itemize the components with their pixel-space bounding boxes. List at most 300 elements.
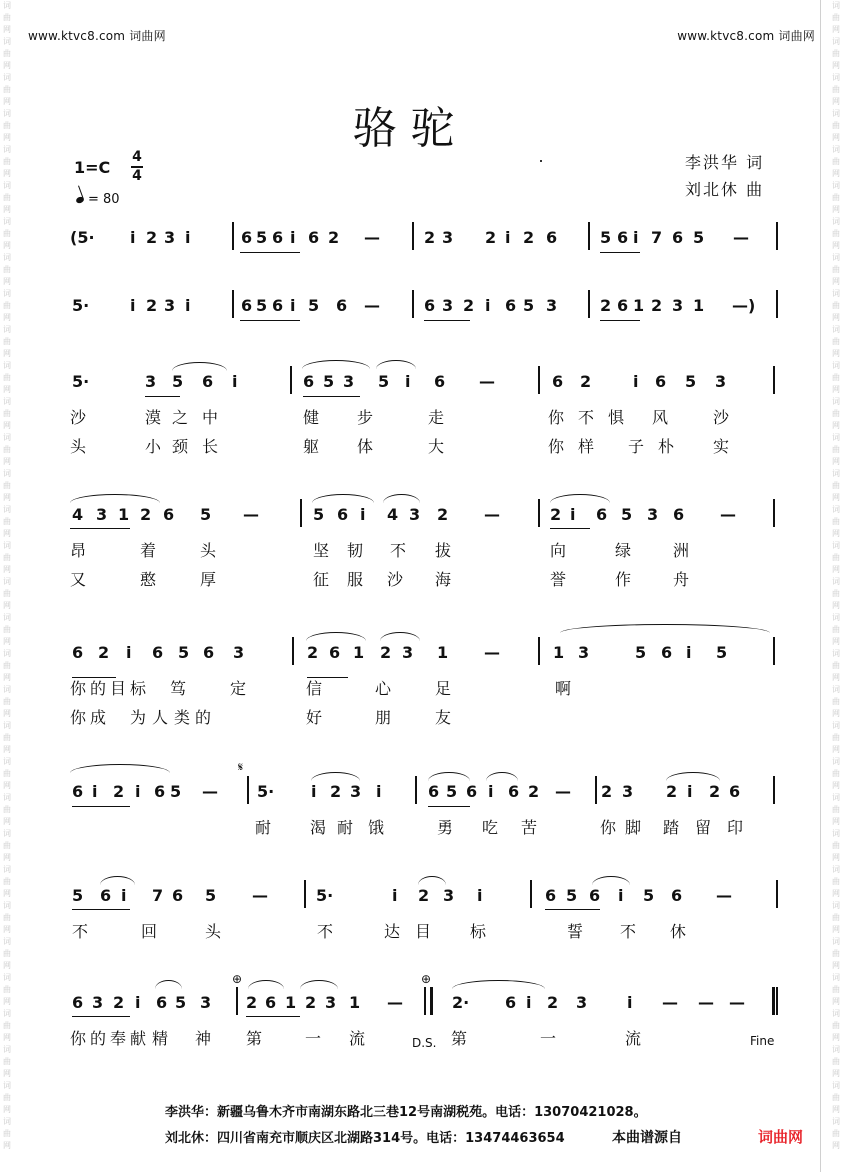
watermark-char: 曲 <box>832 877 840 886</box>
watermark-char: 词 <box>832 1045 840 1054</box>
jianpu-note: 3 <box>715 372 727 391</box>
lyric-char: 友 <box>435 708 452 727</box>
watermark-char: 词 <box>3 145 11 154</box>
watermark-char: 词 <box>3 253 11 262</box>
time-signature-bottom: 4 <box>132 168 142 184</box>
watermark-char: 曲 <box>832 733 840 742</box>
jianpu-note: 3 <box>409 505 421 524</box>
lyric-char: 拔 <box>435 541 452 560</box>
watermark-char: 词 <box>3 685 11 694</box>
watermark-char: 曲 <box>832 697 840 706</box>
jianpu-note: — <box>484 505 500 524</box>
lyric-char: 子 <box>628 437 645 456</box>
jianpu-note: 7 <box>152 886 164 905</box>
jianpu-note: i <box>633 372 639 391</box>
watermark-char: 曲 <box>3 1129 11 1138</box>
watermark-char: 曲 <box>832 1129 840 1138</box>
lyric-char: 你 <box>70 708 87 727</box>
watermark-char: 词 <box>3 361 11 370</box>
lyric-char: 的 <box>90 1029 107 1048</box>
jianpu-note: 1 <box>633 296 645 315</box>
jianpu-note: 5 <box>200 505 212 524</box>
jianpu-note: 1 <box>285 993 297 1012</box>
watermark-char: 曲 <box>832 193 840 202</box>
lyric-char: 中 <box>202 408 219 427</box>
watermark-char: 曲 <box>832 85 840 94</box>
jianpu-note: i <box>477 886 483 905</box>
lyric-char: 誉 <box>550 570 567 589</box>
jianpu-note: 2 <box>666 782 678 801</box>
lyric-char: 流 <box>349 1029 366 1048</box>
watermark-char: 曲 <box>3 733 11 742</box>
jianpu-note: 3 <box>546 296 558 315</box>
lyric-char: 长 <box>202 437 219 456</box>
watermark-char: 词 <box>832 937 840 946</box>
lyric-char: 定 <box>230 679 247 698</box>
jianpu-note: i <box>130 296 136 315</box>
jianpu-note: 6 <box>241 228 253 247</box>
barline <box>292 637 294 665</box>
jianpu-note: 6 <box>72 643 84 662</box>
watermark-char: 曲 <box>3 373 11 382</box>
jianpu-note: 3 <box>578 643 590 662</box>
slur-arc <box>592 876 630 885</box>
beam-underline <box>550 528 590 529</box>
jianpu-note: 6 <box>241 296 253 315</box>
lyric-char: 奉 <box>110 1029 127 1048</box>
jianpu-note: 3 <box>145 372 157 391</box>
watermark-char: 曲 <box>832 841 840 850</box>
watermark-char: 网 <box>3 205 11 214</box>
lyric-char: 誓 <box>567 922 584 941</box>
lyric-char: 躯 <box>303 437 320 456</box>
jianpu-note: 3 <box>576 993 588 1012</box>
watermark-char: 曲 <box>832 409 840 418</box>
watermark-char: 曲 <box>3 589 11 598</box>
watermark-char: 曲 <box>3 697 11 706</box>
watermark-char: 网 <box>832 421 840 430</box>
watermark-char: 网 <box>832 385 840 394</box>
jianpu-note: 5 <box>643 886 655 905</box>
jianpu-note: i <box>505 228 511 247</box>
lyric-char: 惧 <box>608 408 625 427</box>
slur-arc <box>300 980 338 989</box>
lyric-char: 好 <box>306 708 323 727</box>
slur-arc <box>452 980 545 989</box>
jianpu-note: 6 <box>661 643 673 662</box>
watermark-char: 曲 <box>3 661 11 670</box>
watermark-char: 网 <box>3 457 11 466</box>
lyric-char: 第 <box>246 1029 263 1048</box>
watermark-char: 网 <box>832 313 840 322</box>
jianpu-note: — <box>243 505 259 524</box>
watermark-char: 网 <box>832 133 840 142</box>
jianpu-note: 6 <box>337 505 349 524</box>
slur-arc <box>550 494 610 503</box>
lyric-char: 耐 <box>255 818 272 837</box>
watermark-char: 词 <box>3 937 11 946</box>
coda-sign-1: ⊕ <box>232 972 243 986</box>
watermark-char: 词 <box>832 1 840 10</box>
watermark-char: 曲 <box>3 265 11 274</box>
watermark-char: 词 <box>832 685 840 694</box>
jianpu-note: — <box>364 228 380 247</box>
watermark-char: 词 <box>3 793 11 802</box>
jianpu-note: 1 <box>437 643 449 662</box>
lyric-char: 目 <box>110 679 127 698</box>
watermark-char: 网 <box>3 241 11 250</box>
watermark-char: 网 <box>832 925 840 934</box>
jianpu-note: 3 <box>442 296 454 315</box>
segno-sign: 𝄋 <box>238 760 244 774</box>
jianpu-note: 5· <box>257 782 275 801</box>
watermark-char: 曲 <box>3 157 11 166</box>
watermark-char: 网 <box>3 925 11 934</box>
jianpu-note: i <box>311 782 317 801</box>
footer-source-label: 本曲谱源自 <box>612 1130 682 1146</box>
watermark-char: 网 <box>3 1033 11 1042</box>
lyric-char: 不 <box>72 922 89 941</box>
jianpu-note: 5 <box>635 643 647 662</box>
watermark-char: 曲 <box>3 85 11 94</box>
lyric-char: 颈 <box>172 437 189 456</box>
watermark-char: 网 <box>832 1033 840 1042</box>
jianpu-note: 2 <box>651 296 663 315</box>
header-site-left[interactable]: www.ktvc8.com 词曲网 <box>28 29 166 43</box>
watermark-char: 词 <box>3 649 11 658</box>
watermark-char: 词 <box>832 1081 840 1090</box>
jianpu-note: 6 <box>671 886 683 905</box>
watermark-char: 词 <box>832 145 840 154</box>
jianpu-note: 6 <box>729 782 741 801</box>
lyric-char: 休 <box>670 922 687 941</box>
jianpu-note: i <box>130 228 136 247</box>
lyric-char: 第 <box>451 1029 468 1048</box>
watermark-char: 网 <box>832 745 840 754</box>
jianpu-note: 2 <box>330 782 342 801</box>
watermark-char: 网 <box>832 457 840 466</box>
beam-underline <box>424 320 470 321</box>
fine-marking: Fine <box>750 1034 775 1048</box>
slur-arc <box>306 632 366 641</box>
lyric-char: 之 <box>172 408 189 427</box>
barline <box>538 499 540 527</box>
watermark-char: 曲 <box>3 877 11 886</box>
watermark-char: 词 <box>832 505 840 514</box>
lyric-char: 风 <box>652 408 669 427</box>
jianpu-note: 6 <box>596 505 608 524</box>
jianpu-note: i <box>126 643 132 662</box>
watermark-char: 网 <box>832 565 840 574</box>
watermark-char: 网 <box>3 25 11 34</box>
slur-arc <box>311 772 360 781</box>
slur-arc <box>155 980 182 989</box>
jianpu-note: 6 <box>100 886 112 905</box>
jianpu-note: 4 <box>387 505 399 524</box>
watermark-char: 网 <box>3 1105 11 1114</box>
beam-underline <box>246 1016 300 1017</box>
watermark-char: 曲 <box>3 49 11 58</box>
lyric-char: 踏 <box>663 818 680 837</box>
watermark-char: 词 <box>3 109 11 118</box>
barline <box>776 987 778 1015</box>
jianpu-note: 1 <box>118 505 130 524</box>
jianpu-note: 2 <box>601 782 613 801</box>
lyric-char: 走 <box>428 408 445 427</box>
jianpu-note: — <box>555 782 571 801</box>
jianpu-note: 6 <box>152 643 164 662</box>
watermark-char: 词 <box>832 757 840 766</box>
watermark-char: 曲 <box>3 445 11 454</box>
jianpu-note: — <box>720 505 736 524</box>
jianpu-note: 2 <box>550 505 562 524</box>
jianpu-note: 2 <box>380 643 392 662</box>
lyric-char: 不 <box>317 922 334 941</box>
watermark-char: 词 <box>3 217 11 226</box>
lyric-char: 人 <box>152 708 169 727</box>
jianpu-note: 2 <box>547 993 559 1012</box>
lyric-char: 大 <box>428 437 445 456</box>
jianpu-note: 7 <box>651 228 663 247</box>
beam-underline <box>72 1016 130 1017</box>
jianpu-note: — <box>202 782 218 801</box>
watermark-char: 曲 <box>3 805 11 814</box>
left-watermark-strip <box>0 0 14 1172</box>
beam-underline <box>428 806 470 807</box>
jianpu-note: 3 <box>647 505 659 524</box>
watermark-char: 网 <box>832 781 840 790</box>
watermark-char: 网 <box>3 709 11 718</box>
lyric-char: 健 <box>303 408 320 427</box>
watermark-char: 词 <box>832 1117 840 1126</box>
lyric-char: 样 <box>578 437 595 456</box>
watermark-char: 曲 <box>832 265 840 274</box>
jianpu-note: 3 <box>442 228 454 247</box>
watermark-char: 词 <box>3 1045 11 1054</box>
jianpu-note: 6 <box>428 782 440 801</box>
lyric-char: 神 <box>195 1029 212 1048</box>
watermark-char: 网 <box>3 565 11 574</box>
lyric-char: 献 <box>130 1029 147 1048</box>
jianpu-note: 6 <box>546 228 558 247</box>
repeat-barline <box>424 987 426 1015</box>
watermark-char: 曲 <box>3 1057 11 1066</box>
lyric-char: 渴 <box>310 818 327 837</box>
watermark-char: 网 <box>3 745 11 754</box>
slur-arc <box>560 624 770 633</box>
watermark-char: 词 <box>832 37 840 46</box>
jianpu-note: 6 <box>156 993 168 1012</box>
watermark-char: 词 <box>832 1009 840 1018</box>
watermark-char: 网 <box>832 241 840 250</box>
jianpu-note: — <box>479 372 495 391</box>
lyric-char: 舟 <box>673 570 690 589</box>
jianpu-note: 2· <box>452 993 470 1012</box>
slur-arc <box>100 876 135 885</box>
barline <box>232 222 234 250</box>
jianpu-note: i <box>405 372 411 391</box>
barline <box>530 880 532 908</box>
barline <box>773 499 775 527</box>
jianpu-note: 2 <box>246 993 258 1012</box>
watermark-char: 曲 <box>832 625 840 634</box>
watermark-char: 词 <box>3 829 11 838</box>
lyric-char: 心 <box>375 679 392 698</box>
watermark-char: 词 <box>3 973 11 982</box>
jianpu-note: 6 <box>617 296 629 315</box>
jianpu-note: 5 <box>256 228 268 247</box>
watermark-char: 网 <box>3 421 11 430</box>
beam-underline <box>72 677 116 678</box>
lyric-char: 海 <box>435 570 452 589</box>
lyric-char: 勇 <box>437 818 454 837</box>
watermark-char: 曲 <box>3 409 11 418</box>
jianpu-note: 5 <box>170 782 182 801</box>
beam-underline <box>72 806 130 807</box>
jianpu-note: 3 <box>350 782 362 801</box>
watermark-char: 曲 <box>3 301 11 310</box>
watermark-char: 词 <box>3 1 11 10</box>
jianpu-note: 2 <box>113 782 125 801</box>
lyric-char: 步 <box>357 408 374 427</box>
jianpu-note: 1 <box>553 643 565 662</box>
watermark-char: 曲 <box>832 157 840 166</box>
watermark-char: 网 <box>832 493 840 502</box>
lyric-char: 沙 <box>713 408 730 427</box>
time-signature-top: 4 <box>132 149 142 165</box>
jianpu-note: 5 <box>693 228 705 247</box>
barline <box>236 987 238 1015</box>
watermark-char: 词 <box>832 541 840 550</box>
jianpu-note: 1 <box>353 643 365 662</box>
barline <box>773 366 775 394</box>
watermark-char: 网 <box>3 385 11 394</box>
jianpu-note: 2 <box>485 228 497 247</box>
right-watermark-strip <box>829 0 843 1172</box>
lyric-char: 昂 <box>70 541 87 560</box>
watermark-char: 曲 <box>3 337 11 346</box>
watermark-char: 网 <box>3 997 11 1006</box>
jianpu-note: 6 <box>154 782 166 801</box>
jianpu-note: 6 <box>336 296 348 315</box>
watermark-char: 网 <box>832 817 840 826</box>
jianpu-note: 5 <box>172 372 184 391</box>
watermark-char: 曲 <box>832 373 840 382</box>
jianpu-note: 5 <box>72 886 84 905</box>
header-site-right[interactable]: www.ktvc8.com 词曲网 <box>677 29 815 43</box>
watermark-char: 词 <box>832 613 840 622</box>
lyric-char: 实 <box>713 437 730 456</box>
time-signature <box>131 150 143 184</box>
jianpu-note: 5 <box>308 296 320 315</box>
jianpu-note: 6 <box>163 505 175 524</box>
watermark-char: 网 <box>832 349 840 358</box>
jianpu-note: i <box>627 993 633 1012</box>
lyric-char: 体 <box>357 437 374 456</box>
lyric-char: 憨 <box>140 570 157 589</box>
jianpu-note: i <box>135 782 141 801</box>
jianpu-note: 5 <box>446 782 458 801</box>
watermark-char: 词 <box>3 1009 11 1018</box>
watermark-char: 网 <box>3 673 11 682</box>
jianpu-note: 6 <box>303 372 315 391</box>
jianpu-note: 3 <box>672 296 684 315</box>
jianpu-note: 5 <box>313 505 325 524</box>
footer-site-logo[interactable]: 词曲网 <box>758 1128 804 1146</box>
lyric-char: 的 <box>90 679 107 698</box>
beam-underline <box>303 396 360 397</box>
barline <box>588 290 590 318</box>
lyric-char: 韧 <box>347 541 364 560</box>
lyric-char: 不 <box>620 922 637 941</box>
watermark-char: 词 <box>832 865 840 874</box>
barline <box>776 290 778 318</box>
lyric-char: 朋 <box>375 708 392 727</box>
watermark-char: 曲 <box>3 553 11 562</box>
jianpu-note: i <box>290 228 296 247</box>
beam-underline <box>70 528 130 529</box>
watermark-char: 曲 <box>832 589 840 598</box>
beam-underline <box>145 396 180 397</box>
lyric-char: 坚 <box>313 541 330 560</box>
lyric-char: 吃 <box>482 818 499 837</box>
jianpu-note: 3 <box>200 993 212 1012</box>
watermark-char: 网 <box>3 97 11 106</box>
barline <box>773 776 775 804</box>
jianpu-note: — <box>364 296 380 315</box>
watermark-char: 词 <box>832 289 840 298</box>
beam-underline <box>600 320 640 321</box>
jianpu-note: 6 <box>545 886 557 905</box>
watermark-char: 曲 <box>832 445 840 454</box>
jianpu-note: 6 <box>673 505 685 524</box>
watermark-char: 词 <box>832 325 840 334</box>
beam-underline <box>72 909 130 910</box>
final-barline <box>772 987 775 1015</box>
lyric-char: 征 <box>313 570 330 589</box>
lyric-char: 信 <box>306 679 323 698</box>
watermark-char: 曲 <box>3 769 11 778</box>
watermark-char: 曲 <box>832 13 840 22</box>
lyric-char: 小 <box>145 437 162 456</box>
watermark-char: 词 <box>3 469 11 478</box>
lyric-char: 头 <box>70 437 87 456</box>
barline <box>412 222 414 250</box>
key-signature: 1=C <box>74 158 111 177</box>
jianpu-note: 3 <box>402 643 414 662</box>
watermark-char: 曲 <box>832 985 840 994</box>
watermark-char: 网 <box>832 1141 840 1150</box>
jianpu-note: — <box>484 643 500 662</box>
jianpu-note: 2 <box>424 228 436 247</box>
jianpu-note: 3 <box>443 886 455 905</box>
jianpu-note: 6 <box>505 296 517 315</box>
jianpu-note: 6 <box>617 228 629 247</box>
jianpu-note: 6 <box>172 886 184 905</box>
watermark-char: 网 <box>3 601 11 610</box>
watermark-char: 网 <box>832 601 840 610</box>
slur-arc <box>428 772 470 781</box>
watermark-char: 曲 <box>3 841 11 850</box>
jianpu-note: (5· <box>70 228 95 247</box>
watermark-char: 网 <box>3 493 11 502</box>
jianpu-note: 5 <box>600 228 612 247</box>
lyric-char: 耐 <box>337 818 354 837</box>
watermark-char: 网 <box>3 1069 11 1078</box>
barline <box>588 222 590 250</box>
jianpu-note: 5 <box>323 372 335 391</box>
jianpu-note: 3 <box>622 782 634 801</box>
